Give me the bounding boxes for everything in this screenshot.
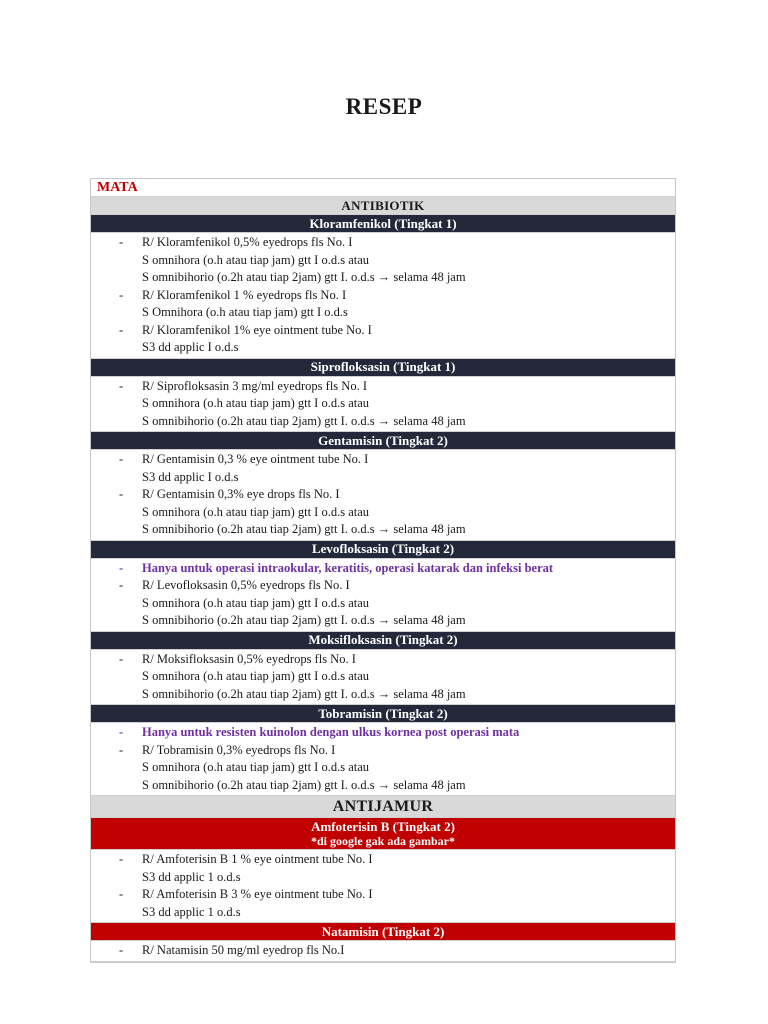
drug-instructions xyxy=(91,850,675,923)
prescription-line xyxy=(91,469,675,487)
prescription-line xyxy=(91,252,675,270)
drug-header xyxy=(91,818,675,850)
drug-instructions xyxy=(91,559,675,632)
prescription-line xyxy=(91,612,675,630)
drug-instructions xyxy=(91,650,675,706)
line-text: S omnihora (o.h atau tiap jam) gtt I o.d.s atau xyxy=(142,669,370,683)
line-text: R/ Levofloksasin 0,5% eyedrops fls No. I xyxy=(142,578,350,592)
line-text: R/ Amfoterisin B 3 % eye ointment tube No. I xyxy=(142,887,373,901)
list-bullet: - xyxy=(119,287,124,302)
line-text: S3 dd applic 1 o.d.s xyxy=(142,904,241,919)
drug-name: Siprofloksasin (Tingkat 1) xyxy=(310,359,456,374)
drug-header xyxy=(91,632,675,650)
prescription-line xyxy=(91,287,675,305)
prescription-line xyxy=(91,521,675,539)
drug-name: Levofloksasin (Tingkat 2) xyxy=(311,541,455,556)
line-text: R/ Amfoterisin B 1 % eye ointment tube No. I xyxy=(142,852,373,866)
prescription-line xyxy=(91,742,675,760)
list-bullet: - xyxy=(119,378,124,393)
prescription-line xyxy=(91,851,675,869)
list-bullet: - xyxy=(119,578,124,592)
drug-header xyxy=(91,359,675,377)
drug-name: Kloramfenikol (Tingkat 1) xyxy=(309,215,457,231)
line-text: S omnibihorio (o.2h atau tiap 2jam) gtt I. o.d.s → selama 48 jam xyxy=(142,413,466,428)
drug-instructions xyxy=(91,941,675,962)
prescription-line xyxy=(91,904,675,922)
prescription-line xyxy=(91,668,675,686)
list-bullet: - xyxy=(119,887,124,901)
line-text: S omnihora (o.h atau tiap jam) gtt I o.d.s atau xyxy=(142,396,370,410)
list-bullet: - xyxy=(119,742,124,757)
drug-name: Moksifloksasin (Tingkat 2) xyxy=(308,632,458,647)
line-text: S3 dd applic I o.d.s xyxy=(142,340,239,354)
section-label xyxy=(91,179,675,197)
line-text: Hanya untuk operasi intraokular, keratitis, operasi katarak dan infeksi berat xyxy=(142,560,554,575)
prescription-line xyxy=(91,595,675,613)
prescription-line xyxy=(91,486,675,504)
prescription-line xyxy=(91,869,675,887)
drug-header xyxy=(91,541,675,559)
group-header xyxy=(91,796,675,818)
line-text: R/ Kloramfenikol 1% eye ointment tube No. I xyxy=(142,322,372,337)
drug-header xyxy=(91,215,675,233)
line-text: S3 dd applic I o.d.s xyxy=(142,469,239,484)
document-title: RESEP xyxy=(345,94,423,119)
line-text: R/ Kloramfenikol 1 % eyedrops fls No. I xyxy=(142,287,347,302)
line-text: S omnibihorio (o.2h atau tiap 2jam) gtt I. o.d.s → selama 48 jam xyxy=(142,613,466,627)
list-bullet: - xyxy=(119,852,124,866)
prescription-line xyxy=(91,378,675,396)
line-text: S3 dd applic 1 o.d.s xyxy=(142,869,241,884)
groups-container xyxy=(91,197,675,962)
prescription-line xyxy=(91,577,675,595)
drug-header xyxy=(91,923,675,941)
line-text: R/ Moksifloksasin 0,5% eyedrops fls No. I xyxy=(142,651,356,666)
section-label-text: MATA xyxy=(97,179,138,195)
list-bullet: - xyxy=(119,235,124,249)
list-bullet: - xyxy=(119,487,124,501)
prescription-line xyxy=(91,504,675,522)
drug-name: Natamisin (Tingkat 2) xyxy=(321,923,445,939)
prescription-line xyxy=(91,777,675,795)
drug-instructions xyxy=(91,450,675,541)
group-title: ANTIBIOTIK xyxy=(341,197,425,213)
list-bullet: - xyxy=(119,943,124,957)
prescription-line xyxy=(91,234,675,252)
prescription-line xyxy=(91,413,675,431)
line-text: S omnihora (o.h atau tiap jam) gtt I o.d.s atau xyxy=(142,760,370,774)
line-text: S omnihora (o.h atau tiap jam) gtt I o.d.s atau xyxy=(142,252,370,267)
prescription-table xyxy=(90,178,676,963)
line-text: R/ Gentamisin 0,3% eye drops fls No. I xyxy=(142,487,340,501)
prescription-line xyxy=(91,942,675,960)
list-bullet: - xyxy=(119,452,124,466)
prescription-line xyxy=(91,451,675,469)
line-text: R/ Gentamisin 0,3 % eye ointment tube No. I xyxy=(142,452,369,466)
list-bullet: - xyxy=(119,322,124,337)
drug-instructions xyxy=(91,233,675,359)
line-text: S omnibihorio (o.2h atau tiap 2jam) gtt I. o.d.s → selama 48 jam xyxy=(142,777,466,792)
drug-subtitle: *di google gak ada gambar* xyxy=(310,833,455,848)
group-header xyxy=(91,197,675,215)
drug-name: Tobramisin (Tingkat 2) xyxy=(318,705,448,721)
drug-header xyxy=(91,705,675,723)
group-title: ANTIJAMUR xyxy=(332,797,434,815)
line-text: Hanya untuk resisten kuinolon dengan ulkus kornea post operasi mata xyxy=(142,725,520,739)
prescription-line xyxy=(91,269,675,287)
line-text: S omnibihorio (o.2h atau tiap 2jam) gtt I. o.d.s → selama 48 jam xyxy=(142,270,466,284)
list-bullet: - xyxy=(119,560,124,575)
prescription-line xyxy=(91,322,675,340)
line-text: R/ Siprofloksasin 3 mg/ml eyedrops fls No. I xyxy=(142,378,367,393)
line-text: R/ Natamisin 50 mg/ml eyedrop fls No.I xyxy=(142,943,345,957)
line-text: S omnihora (o.h atau tiap jam) gtt I o.d.s atau xyxy=(142,504,370,519)
prescription-line xyxy=(91,651,675,669)
drug-instructions xyxy=(91,377,675,433)
prescription-line xyxy=(91,339,675,357)
prescription-line xyxy=(91,304,675,322)
line-text: R/ Tobramisin 0,3% eyedrops fls No. I xyxy=(142,742,336,757)
line-text: S omnibihorio (o.2h atau tiap 2jam) gtt I. o.d.s → selama 48 jam xyxy=(142,686,466,701)
prescription-line xyxy=(91,395,675,413)
line-text: S Omnihora (o.h atau tiap jam) gtt I o.d.s xyxy=(142,305,348,319)
drug-name: Gentamisin (Tingkat 2) xyxy=(318,432,448,448)
line-text: S omnibihorio (o.2h atau tiap 2jam) gtt I. o.d.s → selama 48 jam xyxy=(142,522,466,536)
usage-note xyxy=(91,724,675,742)
drug-header xyxy=(91,432,675,450)
list-bullet: - xyxy=(119,725,124,739)
list-bullet: - xyxy=(119,651,124,666)
prescription-line xyxy=(91,759,675,777)
prescription-line xyxy=(91,886,675,904)
line-text: R/ Kloramfenikol 0,5% eyedrops fls No. I xyxy=(142,235,353,249)
drug-instructions xyxy=(91,723,675,796)
prescription-line xyxy=(91,686,675,704)
line-text: S omnihora (o.h atau tiap jam) gtt I o.d.s atau xyxy=(142,595,370,610)
drug-name: Amfoterisin B (Tingkat 2) xyxy=(311,818,455,834)
usage-note xyxy=(91,560,675,578)
